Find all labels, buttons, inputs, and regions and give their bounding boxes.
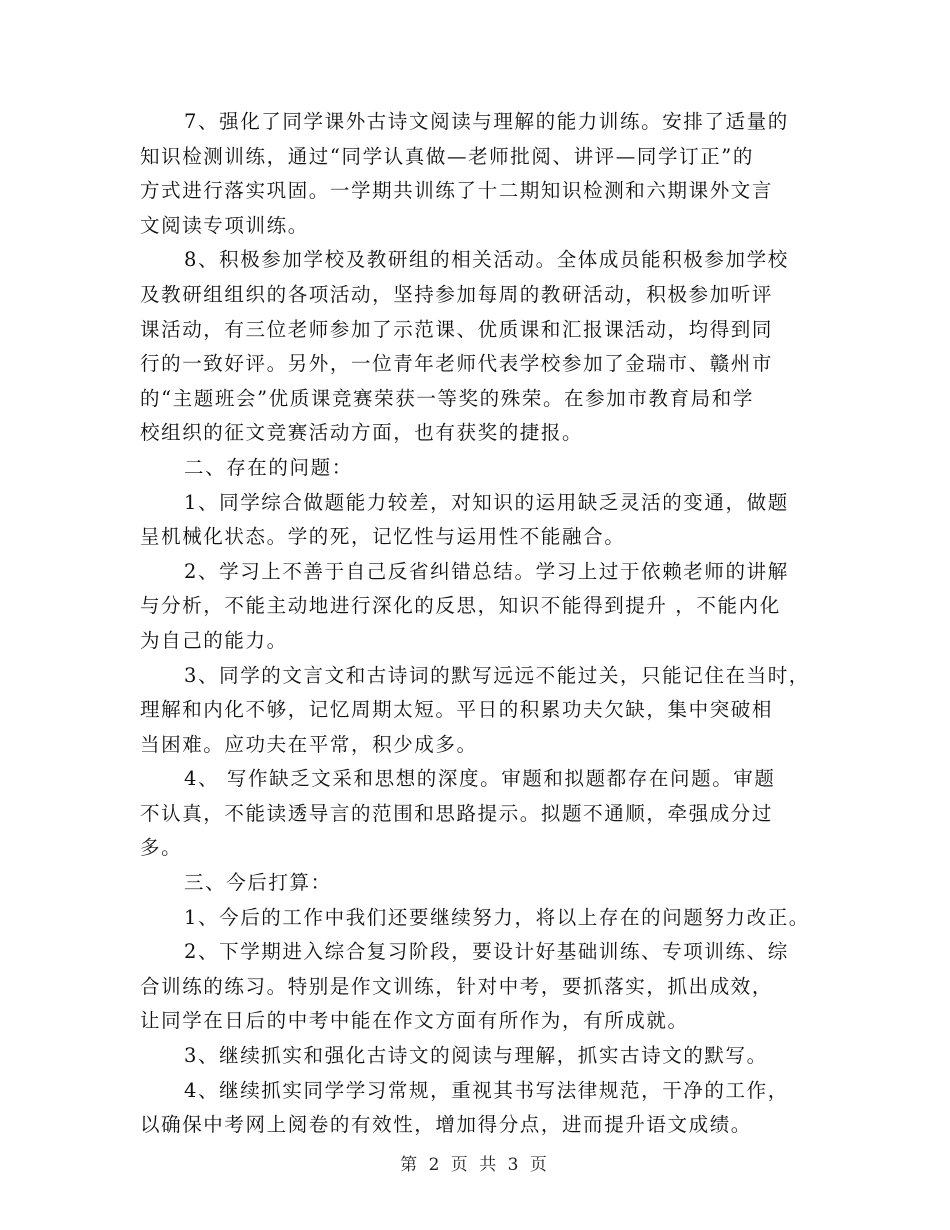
- paragraph-item-7: [140, 105, 840, 243]
- plan-item-2: [140, 935, 840, 1039]
- text-line: 文阅读专项训练。: [140, 213, 309, 237]
- text-line: 理解和内化不够，记忆周期太短。平日的积累功夫欠缺，集中突破相: [140, 698, 774, 722]
- text-line: 8、积极参加学校及教研组的相关活动。全体成员能积极参加学校: [184, 248, 789, 272]
- section-heading: 三、今后打算：: [184, 871, 332, 895]
- text-line: 以确保中考网上阅卷的有效性，增加得分点，进而提升语文成绩。: [140, 1113, 752, 1137]
- text-line: 及教研组组织的各项活动，坚持参加每周的教研活动，积极参加听评: [140, 282, 774, 306]
- document-body: [140, 105, 840, 1143]
- text-line: 知识检测训练，通过“同学认真做—老师批阅、讲评—同学订正”的: [140, 144, 754, 168]
- text-line: 7、强化了同学课外古诗文阅读与理解的能力训练。安排了适量的: [184, 110, 789, 133]
- problem-item-1: [140, 486, 840, 555]
- text-line: 与分析，不能主动地进行深化的反思，知识不能得到提升 ，不能内化: [140, 594, 781, 618]
- problem-item-4: [140, 762, 840, 866]
- plan-item-4: [140, 1074, 840, 1143]
- text-line: 2、学习上不善于自己反省纠错总结。学习上过于依赖老师的讲解: [184, 559, 789, 583]
- text-line: 多。: [140, 836, 183, 860]
- text-line: 合训练的练习。特别是作文训练，针对中考，要抓落实，抓出成效，: [140, 974, 774, 998]
- plan-item-3: [140, 1039, 840, 1074]
- text-line: 为自己的能力。: [140, 628, 288, 652]
- text-line: 的“主题班会”优质课竞赛荣获一等奖的殊荣。在参加市教育局和学: [140, 386, 754, 410]
- problem-item-3: [140, 659, 840, 763]
- text-line: 呈机械化状态。学的死，记忆性与运用性不能融合。: [140, 525, 626, 549]
- text-line: 课活动，有三位老师参加了示范课、优质课和汇报课活动，均得到同: [140, 317, 774, 341]
- text-line: 1、今后的工作中我们还要继续努力，将以上存在的问题努力改正。: [184, 905, 810, 929]
- text-line: 当困难。应功夫在平常，积少成多。: [140, 732, 478, 756]
- text-line: 4、 写作缺乏文采和思想的深度。审题和拟题都存在问题。审题: [184, 767, 776, 791]
- plan-item-1: [140, 901, 840, 936]
- section-heading-problems: [140, 451, 840, 486]
- paragraph-item-8: [140, 243, 840, 451]
- text-line: 4、继续抓实同学学习常规，重视其书写法律规范，干净的工作，: [184, 1078, 789, 1102]
- text-line: 行的一致好评。另外，一位青年老师代表学校参加了金瑞市、赣州市: [140, 352, 774, 376]
- text-line: 1、同学综合做题能力较差，对知识的运用缺乏灵活的变通，做题: [184, 490, 789, 514]
- text-line: 校组织的征文竞赛活动方面，也有获奖的捷报。: [140, 421, 584, 445]
- text-line: 不认真，不能读透导言的范围和思路提示。拟题不通顺，牵强成分过: [140, 801, 774, 825]
- section-heading: 二、存在的问题：: [184, 455, 353, 479]
- text-line: 方式进行落实巩固。一学期共训练了十二期知识检测和六期课外文言: [140, 179, 774, 203]
- section-heading-plans: [140, 866, 840, 901]
- text-line: 让同学在日后的中考中能在作文方面有所作为，有所成就。: [140, 1009, 689, 1033]
- page-number-footer: 第 2 页 共 3 页: [400, 1155, 550, 1175]
- problem-item-2: [140, 555, 840, 659]
- text-line: 3、同学的文言文和古诗词的默写远远不能过关，只能记住在当时，: [184, 663, 810, 687]
- text-line: 3、继续抓实和强化古诗文的阅读与理解，抓实古诗文的默写。: [184, 1044, 768, 1068]
- text-line: 2、下学期进入综合复习阶段，要设计好基础训练、专项训练、综: [184, 940, 789, 964]
